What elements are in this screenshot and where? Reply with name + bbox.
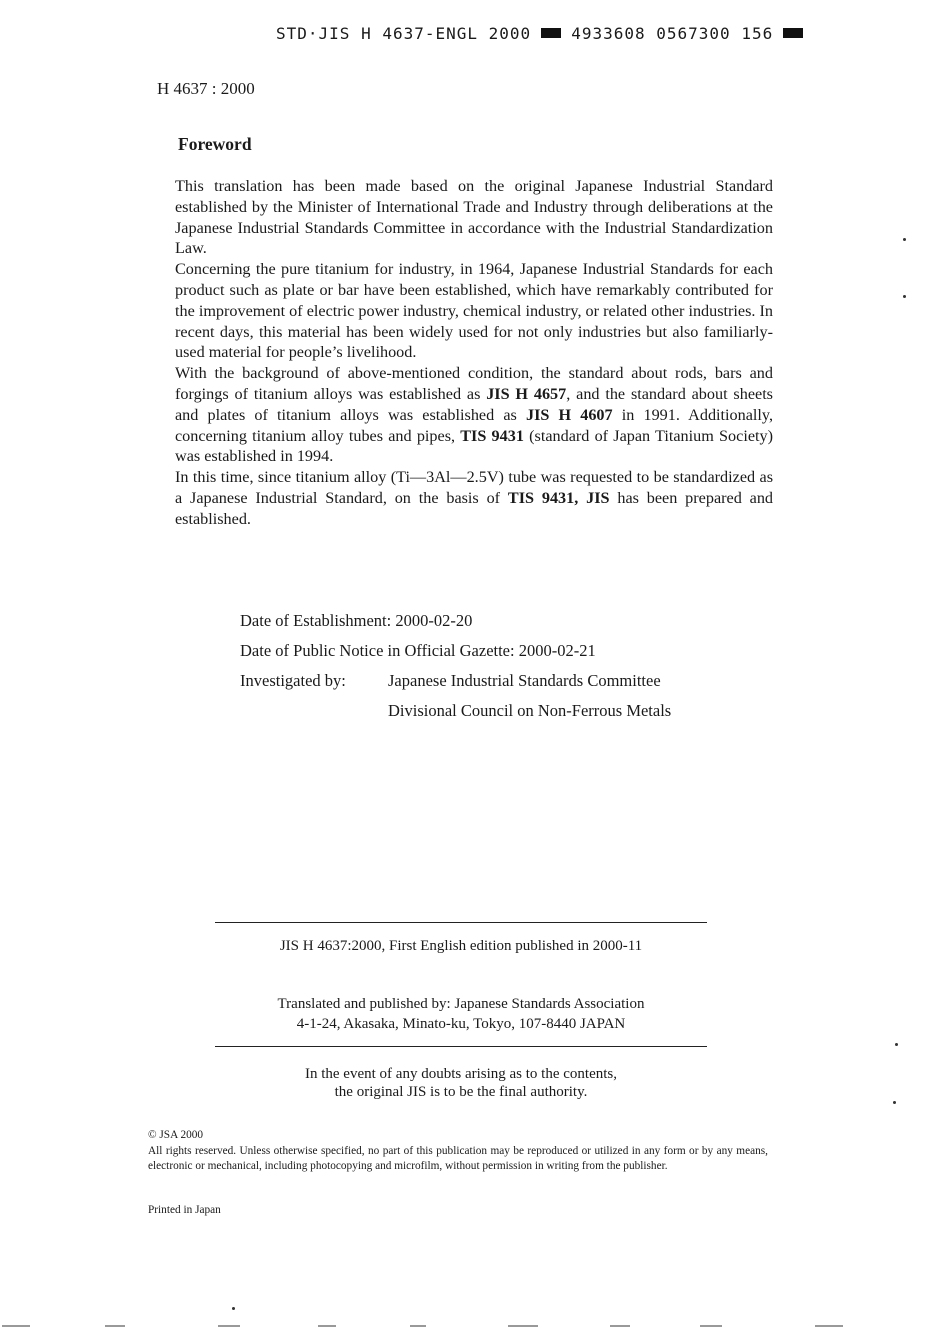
- standard-reference: TIS 9431: [460, 426, 524, 445]
- standard-reference: JIS H 4657: [486, 384, 567, 403]
- scan-edge-mark: [610, 1325, 630, 1327]
- block-mark: [541, 28, 561, 38]
- divider-bottom: [215, 1046, 707, 1047]
- authority-note-line-1: In the event of any doubts arising as to the contents,: [304, 1066, 617, 1082]
- scan-edge-mark: [218, 1325, 240, 1327]
- scan-header-stamp: [276, 22, 846, 44]
- foreword-paragraph-1: This translation has been made based on the original Japanese Industrial Standard established by the Minister of International Trade and Industry through deliberations at the Japanese Industrial Standards Committee in accordance with the Industrial Standardization Law.: [175, 177, 773, 258]
- scan-speck: [903, 295, 906, 298]
- divider-top: [215, 922, 707, 923]
- foreword-body: [175, 176, 773, 530]
- scan-edge-mark: [700, 1325, 722, 1327]
- foreword-paragraph-3: With the background of above-mentioned condition, the standard about rods, bars and forgings of titanium alloys was established as JIS H 4657, and the standard about sheets and plates of titanium alloys was established as JIS H 4607 in 1991. Additionally, concerning titanium alloy tubes and pipes, TIS 9431 (standard of Japan Titanium Society) was established in 1994.: [175, 364, 773, 466]
- edition-statement: JIS H 4637:2000, First English edition published in 2000-11: [279, 938, 643, 954]
- block-mark: [783, 28, 803, 38]
- standard-reference: TIS 9431, JIS: [507, 488, 610, 507]
- printed-in-note: Printed in Japan: [148, 1204, 221, 1216]
- scan-speck: [893, 1101, 896, 1104]
- investigating-council: Divisional Council on Non-Ferrous Metals: [388, 701, 672, 720]
- scan-edge-mark: [508, 1325, 538, 1327]
- publisher-address: 4-1-24, Akasaka, Minato-ku, Tokyo, 107-8440 JAPAN: [296, 1016, 626, 1032]
- foreword-paragraph-4: In this time, since titanium alloy (Ti—3Al—2.5V) tube was requested to be standardized as a Japanese Industrial Standard, on the basis of TIS 9431, JIS has been prepared and established.: [175, 468, 774, 528]
- public-notice-date: Date of Public Notice in Official Gazette: 2000-02-21: [240, 641, 596, 660]
- foreword-heading: Foreword: [178, 134, 252, 154]
- scan-edge-mark: [2, 1325, 30, 1327]
- scan-edge-mark: [318, 1325, 336, 1327]
- scan-speck: [232, 1307, 235, 1310]
- header-document-code: STD·JIS H 4637-ENGL 2000: [276, 23, 532, 43]
- scan-speck: [903, 238, 906, 241]
- standard-reference: JIS H 4607: [525, 405, 613, 424]
- investigating-committee: Japanese Industrial Standards Committee: [388, 671, 661, 690]
- foreword-paragraph-2: Concerning the pure titanium for industry, in 1964, Japanese Industrial Standards for each product such as plate or bar have been established, which have remarkably contributed for the improvement of electric power industry, chemical industry, or related other industries. In recent days, this material has been widely used for not only industries but also familiarly-used material for people’s livelihood.: [175, 260, 773, 362]
- header-serial-number: 4933608 0567300 156: [571, 23, 774, 43]
- scan-edge-mark: [105, 1325, 125, 1327]
- scan-edge-mark: [815, 1325, 843, 1327]
- copyright-notice: All rights reserved. Unless otherwise specified, no part of this publication may be reproduced or utilized in any form or by any means, electronic or mechanical, including photocopying and microfilm, without permission in writing from the publisher.: [148, 1145, 768, 1172]
- page-identifier: H 4637 : 2000: [157, 79, 255, 98]
- copyright-mark: © JSA 2000: [148, 1129, 204, 1141]
- authority-note-line-2: the original JIS is to be the final authority.: [334, 1084, 588, 1100]
- establishment-date: Date of Establishment: 2000-02-20: [240, 611, 473, 630]
- scan-speck: [895, 1043, 898, 1046]
- scan-edge-mark: [410, 1325, 426, 1327]
- investigated-by-label: Investigated by:: [240, 671, 346, 690]
- publisher-line: Translated and published by: Japanese Standards Association: [277, 996, 645, 1012]
